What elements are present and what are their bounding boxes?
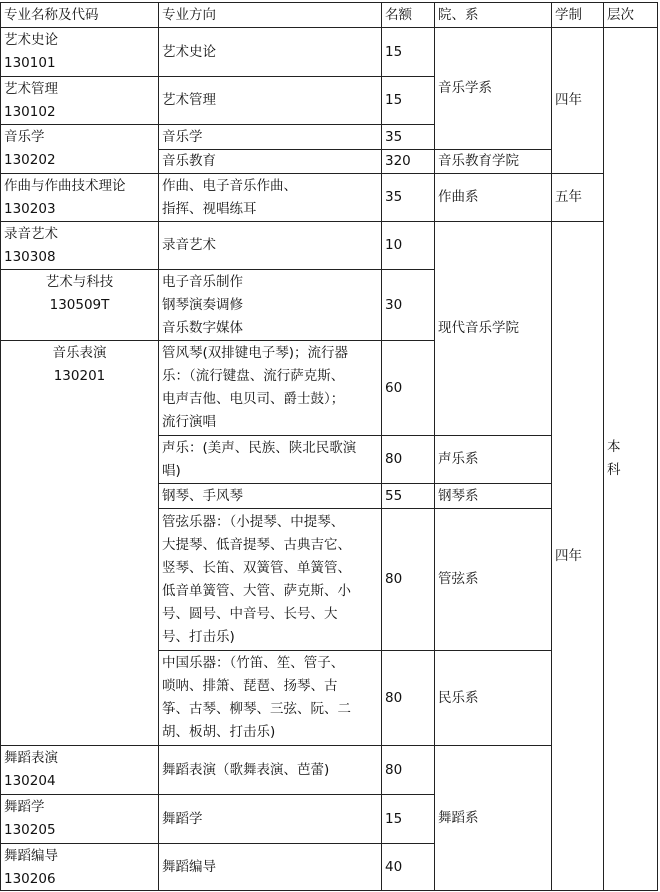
department-cell: 声乐系	[434, 435, 552, 484]
direction-line: 音乐数字媒体	[162, 319, 243, 336]
quota-cell: 10	[381, 221, 435, 270]
quota-cell: 60	[381, 340, 435, 436]
major-name: 舞蹈表演	[4, 750, 58, 766]
direction-line: 号、圆号、中音号、长号、大	[162, 605, 338, 622]
direction-line: 电声吉他、电贝司、爵士鼓）；	[162, 391, 345, 407]
level-char: 本	[607, 439, 621, 455]
quota-cell: 320	[381, 149, 435, 174]
quota-cell: 40	[381, 843, 435, 891]
direction-line: 胡、板胡、打击乐)	[162, 724, 276, 740]
direction-line: 唱)	[162, 462, 181, 479]
department-cell: 音乐教育学院	[434, 149, 552, 174]
years-cell: 四年	[551, 27, 604, 174]
department-cell: 舞蹈系	[434, 745, 552, 891]
direction-cell: 音乐学	[158, 124, 382, 150]
quota-cell: 80	[381, 650, 435, 746]
major-name: 舞蹈编导	[4, 848, 58, 864]
level-char: 科	[607, 462, 621, 478]
direction-line: 竖琴、长笛、双簧管、单簧管、	[162, 559, 351, 576]
quota-cell: 35	[381, 173, 435, 222]
major-cell	[0, 27, 159, 77]
major-name: 艺术管理	[4, 81, 58, 97]
header-level: 层次	[603, 2, 658, 28]
direction-line: 号、打击乐)	[162, 628, 235, 645]
major-code: 130102	[4, 104, 56, 120]
major-cell	[0, 340, 159, 746]
direction-line: 钢琴演奏调修	[162, 296, 243, 313]
quota-cell: 80	[381, 508, 435, 651]
direction-line: 流行演唱	[162, 414, 216, 430]
direction-line: 大提琴、低音提琴、古典吉它、	[162, 536, 351, 553]
header-direction: 专业方向	[158, 2, 382, 28]
major-name: 录音艺术	[4, 226, 58, 242]
department-cell: 现代音乐学院	[434, 221, 552, 436]
major-cell	[0, 745, 159, 795]
direction-line: 中国乐器：（竹笛、笙、管子、	[162, 655, 345, 671]
quota-cell: 15	[381, 27, 435, 77]
major-cell	[0, 124, 159, 174]
direction-line: 电子音乐制作	[162, 273, 243, 290]
header-quota: 名额	[381, 2, 435, 28]
direction-cell: 钢琴、手风琴	[158, 483, 382, 509]
department-cell: 作曲系	[434, 173, 552, 222]
direction-cell: 舞蹈学	[158, 794, 382, 844]
major-cell	[0, 794, 159, 844]
direction-cell	[158, 173, 382, 222]
header-major: 专业名称及代码	[0, 2, 159, 28]
direction-line: 管弦乐器：（小提琴、中提琴、	[162, 513, 345, 530]
direction-line: 筝、古琴、柳琴、三弦、阮、二	[162, 701, 351, 717]
quota-cell: 30	[381, 269, 435, 341]
major-cell	[0, 221, 159, 270]
quota-cell: 15	[381, 794, 435, 844]
direction-cell	[158, 435, 382, 484]
major-cell	[0, 269, 159, 341]
direction-line: 作曲、电子音乐作曲、	[162, 177, 297, 194]
direction-cell: 音乐教育	[158, 149, 382, 174]
direction-line: 低音单簧管、大管、萨克斯、小	[162, 582, 351, 599]
major-cell	[0, 76, 159, 125]
years-cell: 五年	[551, 173, 604, 222]
direction-line: 声乐：(美声、民族、陕北民歌演	[162, 439, 357, 456]
header-years: 学制	[551, 2, 604, 28]
quota-cell: 80	[381, 435, 435, 484]
quota-cell: 35	[381, 124, 435, 150]
major-code: 130206	[4, 871, 56, 887]
major-name: 艺术史论	[4, 32, 58, 48]
department-cell: 音乐学系	[434, 27, 552, 150]
direction-cell: 舞蹈表演（歌舞表演、芭蕾)	[158, 745, 382, 795]
major-name: 艺术与科技	[45, 274, 114, 290]
header-department: 院、系	[434, 2, 552, 28]
major-code: 130509T	[49, 297, 110, 313]
direction-cell	[158, 340, 382, 436]
direction-cell	[158, 508, 382, 651]
quota-cell: 55	[381, 483, 435, 509]
direction-cell: 舞蹈编导	[158, 843, 382, 891]
direction-cell: 艺术史论	[158, 27, 382, 77]
direction-line: 乐：（流行键盘、流行萨克斯、	[162, 368, 345, 384]
direction-cell: 录音艺术	[158, 221, 382, 270]
level-cell	[603, 27, 658, 891]
major-cell	[0, 173, 159, 222]
quota-cell: 15	[381, 76, 435, 125]
direction-line: 管风琴(双排键电子琴)；流行器	[162, 345, 349, 361]
department-cell: 民乐系	[434, 650, 552, 746]
major-code: 130202	[4, 152, 56, 168]
major-code: 130101	[4, 55, 56, 71]
direction-line: 指挥、视唱练耳	[162, 200, 257, 217]
direction-line: 唢呐、排箫、琵琶、扬琴、古	[162, 678, 338, 694]
years-cell: 四年	[551, 221, 604, 891]
major-code: 130205	[4, 822, 56, 838]
direction-cell	[158, 650, 382, 746]
department-cell: 钢琴系	[434, 483, 552, 509]
department-cell: 管弦系	[434, 508, 552, 651]
major-code: 130308	[4, 249, 56, 265]
direction-cell: 艺术管理	[158, 76, 382, 125]
major-cell	[0, 843, 159, 891]
quota-cell: 80	[381, 745, 435, 795]
direction-cell	[158, 269, 382, 341]
major-code: 130204	[4, 773, 56, 789]
major-name: 音乐表演	[52, 345, 107, 361]
major-name: 舞蹈学	[4, 799, 45, 815]
major-name: 音乐学	[4, 129, 45, 145]
major-code: 130203	[4, 201, 56, 217]
major-name: 作曲与作曲技术理论	[4, 178, 126, 194]
major-code: 130201	[53, 368, 106, 384]
